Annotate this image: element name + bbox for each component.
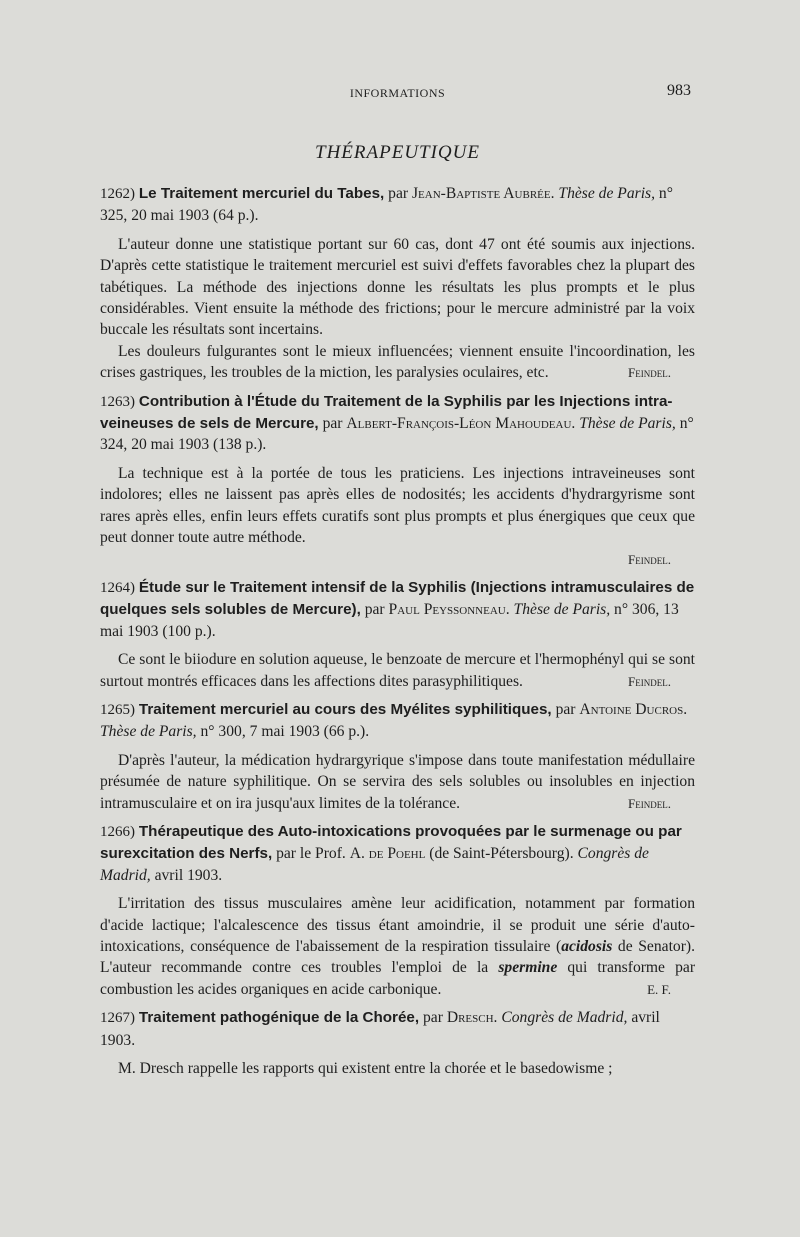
entry-1263 (100, 391, 695, 570)
entry-citation (100, 391, 695, 456)
entry-details: avril 1903. (100, 1009, 660, 1049)
entry-1264 (100, 577, 695, 692)
entry-source: Congrès de Madrid, (100, 845, 649, 884)
entry-title: Thérapeutique des Auto-intoxications provoquées par le surmenage ou par surexcitation des Nerfs, (100, 822, 682, 863)
paragraph-text: de Senator). L'auteur recommande contre ces troubles l'emploi de la (100, 938, 695, 977)
entry-details: n° 325, 20 mai 1903 (64 p.). (100, 185, 673, 225)
entry-paragraph: La technique est à la portée de tous les praticiens. Les injections intraveineuses sont indolores; elles ne laissent pas après elles de nodosités; les accidents d'hydrargyrisme sont rares après elles, enfin leurs effets curatifs sont plus prompts et plus énergiques que ceux que peut donner toute autre méthode. (100, 464, 695, 547)
entry-citation (100, 577, 695, 642)
emphasis-term: acidosis (561, 938, 613, 955)
entry-citation (100, 183, 695, 227)
entry-number: 1265) (100, 701, 135, 718)
entry-number: 1262) (100, 186, 135, 202)
emphasis-term: spermine (498, 959, 558, 977)
entry-paragraph: M. Dresch rappelle les rapports qui existent entre la chorée et le basedowisme ; (118, 1060, 613, 1078)
entry-par: par (364, 601, 385, 619)
entry-source: Thèse de Paris, (513, 601, 611, 619)
entry-1267 (100, 1007, 695, 1079)
entry-author: Dresch. (446, 1009, 498, 1027)
entry-title: Traitement pathogénique de la Chorée, (138, 1009, 420, 1027)
entry-par: par le Prof. (276, 845, 346, 863)
entry-details: n° 324, 20 mai 1903 (138 p.). (100, 415, 694, 454)
entry-number: 1263) (100, 393, 135, 410)
entry-par: par (555, 700, 576, 718)
entry-source: Thèse de Paris, (558, 185, 655, 202)
entry-par: par (388, 185, 409, 202)
entry-source: Thèse de Paris, (100, 723, 197, 741)
entry-author: A. de Poehl (349, 845, 426, 863)
entry-citation (100, 821, 695, 886)
entry-par: par (423, 1009, 443, 1027)
entry-signature: Feindel. (628, 795, 671, 811)
page-header (100, 82, 695, 104)
entry-details: n° 300, 7 mai 1903 (66 p.). (200, 723, 370, 741)
entry-1266 (100, 821, 695, 1000)
entry-title: Le Traitement mercuriel du Tabes, (138, 185, 385, 202)
entry-paragraph: L'auteur donne une statistique portant sur 60 cas, dont 47 ont été soumis aux injections. D'après cette statistique le traitement mercuriel est suivi d'effets favorables chez la plupart des tabétiques. La méthode des injections donne les résultats les plus prompts et le plus considérables. Vient ensuite la méthode des frictions; pour le mercure administré par la voix buccale les résultats sont incertains. (100, 235, 695, 339)
entry-author: Jean-Baptiste Aubrée. (411, 185, 555, 202)
entry-paragraph (100, 649, 695, 692)
entry-author: Albert-François-Léon Mahoudeau. (346, 415, 576, 433)
section-title: THÉRAPEUTIQUE (315, 142, 480, 163)
paragraph-text: Ce sont le biiodure en solution aqueuse, le benzoate de mercure et l'hermophényl qui se sont surtout montrés efficaces dans les affections dites parasyphilitiques. (100, 651, 695, 690)
paragraph-text: L'irritation des tissus musculaires amène leur acidification, notamment par formation d'acide lactique; l'alcalescence des tissus étant amoindrie, il se produit une série d'auto-intoxications, conséquence de l'abaissement de la respiration tissulaire ( (100, 895, 695, 955)
entry-1265 (100, 699, 695, 814)
entry-citation (100, 699, 695, 743)
entry-signature: E. F. (647, 981, 671, 997)
entry-details: n° 306, 13 mai 1903 (100 p.). (100, 601, 679, 640)
entry-paragraph (100, 341, 695, 384)
entry-par: par (322, 415, 343, 433)
entry-source: Thèse de Paris, (579, 415, 676, 433)
entry-title: Contribution à l'Étude du Traitement de la Syphilis par les Injections intra-veineuses de sels de Mercure, (100, 392, 673, 433)
entry-title: Traitement mercuriel au cours des Myélites syphilitiques, (138, 700, 552, 718)
entry-signature: Feindel. (628, 673, 671, 689)
entry-number: 1267) (100, 1010, 135, 1027)
entry-affiliation: (de Saint-Pétersbourg). (429, 845, 574, 863)
entry-signature: Feindel. (628, 365, 671, 381)
entry-paragraph (100, 893, 695, 1000)
entry-number: 1266) (100, 823, 135, 840)
entry-author: Paul Peyssonneau. (388, 601, 510, 619)
paragraph-text: D'après l'auteur, la médication hydrargyrique s'impose dans toute manifestation médullaire présumée de nature syphilitique. On se servira des sels solubles ou insolubles en injection intramusculaire et on ira jusqu'aux limites de la tolérance. (100, 751, 695, 812)
paragraph-text: qui transforme par combustion les acides organiques en acide carbonique. (100, 959, 696, 998)
running-head: INFORMATIONS (349, 86, 446, 100)
paragraph-text: Les douleurs fulgurantes sont le mieux influencées; viennent ensuite l'incoordination, les crises gastriques, les troubles de la miction, les paralysies oculaires, etc. (100, 342, 695, 382)
entry-1262 (100, 183, 695, 384)
entry-source: Congrès de Madrid, (501, 1009, 628, 1027)
entry-number: 1264) (100, 579, 135, 596)
entry-title: Étude sur le Traitement intensif de la Syphilis (Injections intramusculaires de quelques sels solubles de Mercure), (100, 578, 695, 619)
entry-citation (100, 1007, 695, 1051)
entries-list (100, 183, 695, 1086)
entry-details: avril 1903. (154, 866, 223, 884)
page-number: 983 (667, 82, 691, 99)
entry-author: Antoine Ducros. (579, 700, 688, 718)
entry-paragraph (100, 750, 695, 814)
entry-signature: Feindel. (628, 551, 671, 567)
